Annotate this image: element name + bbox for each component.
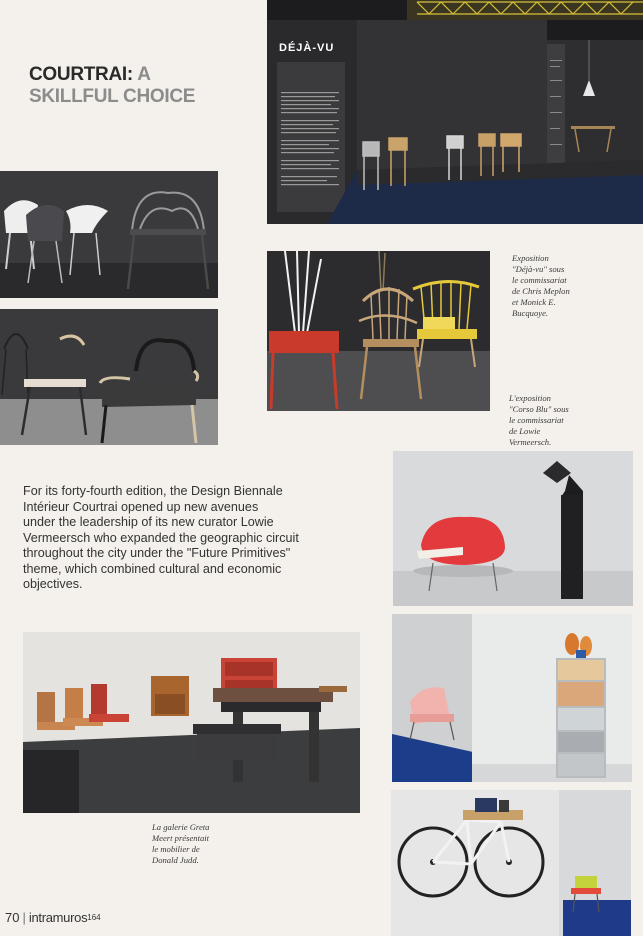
body-line: Vermeersch who expanded the geographic circuit [23,530,299,545]
photo-chairs-bentwood [0,309,218,445]
magazine-name: intramuros [28,910,88,925]
caption-greta-meert [152,822,292,866]
page-number: 70 [5,910,20,925]
body-line: theme, which combined cultural and economic [23,561,282,576]
title-line1: COURTRAI: [29,64,133,85]
body-line: throughout the city under the "Future Primitives" [23,546,291,560]
page-footer [5,910,101,925]
caption-line: et Monick E. [512,297,556,307]
issue-number: 164 [87,913,101,922]
caption-deja-vu [512,253,632,319]
caption-line: Vermeersch. [509,437,552,447]
caption-line: "Corso Blu" sous [509,404,569,414]
caption-line: le commissariat [509,415,564,425]
footer-separator: | [22,910,26,925]
caption-line: Exposition [512,253,549,263]
photo-red-sofa [393,451,633,606]
caption-line: L'exposition [509,393,551,403]
photo-deja-vu-stand [267,0,643,224]
photo-corso-blu-room [392,614,632,782]
caption-line: de Lowie [509,426,541,436]
article-body [23,484,303,593]
stand-sign: DÉJÀ-VU [279,42,335,54]
caption-line: Meert présentait [152,833,210,843]
caption-line: le mobilier de [152,844,200,854]
photo-donald-judd-furniture [23,632,360,813]
photo-chairs-plastic [0,171,218,298]
body-line: objectives. [23,577,83,591]
caption-line: Bucquoye. [512,308,549,318]
article-title [29,64,269,108]
body-line: For its forty-fourth edition, the Design Biennale [23,484,283,498]
caption-line: le commissariat [512,275,567,285]
title-line2: SKILLFUL CHOICE [29,86,196,107]
caption-line: La galerie Greta [152,822,210,832]
caption-corso-blu [509,393,629,448]
body-line: under the leadership of its new curator Lowie [23,515,274,529]
body-line: Intérieur Courtrai opened up new avenues [23,499,259,514]
photo-bicycle-wall [391,790,631,936]
caption-line: de Chris Meplon [512,286,570,296]
caption-line: "Déjà-vu" sous [512,264,565,274]
photo-windsor-chairs [267,251,490,411]
title-line1-accent: A [137,64,151,85]
caption-line: Donald Judd. [152,855,199,865]
